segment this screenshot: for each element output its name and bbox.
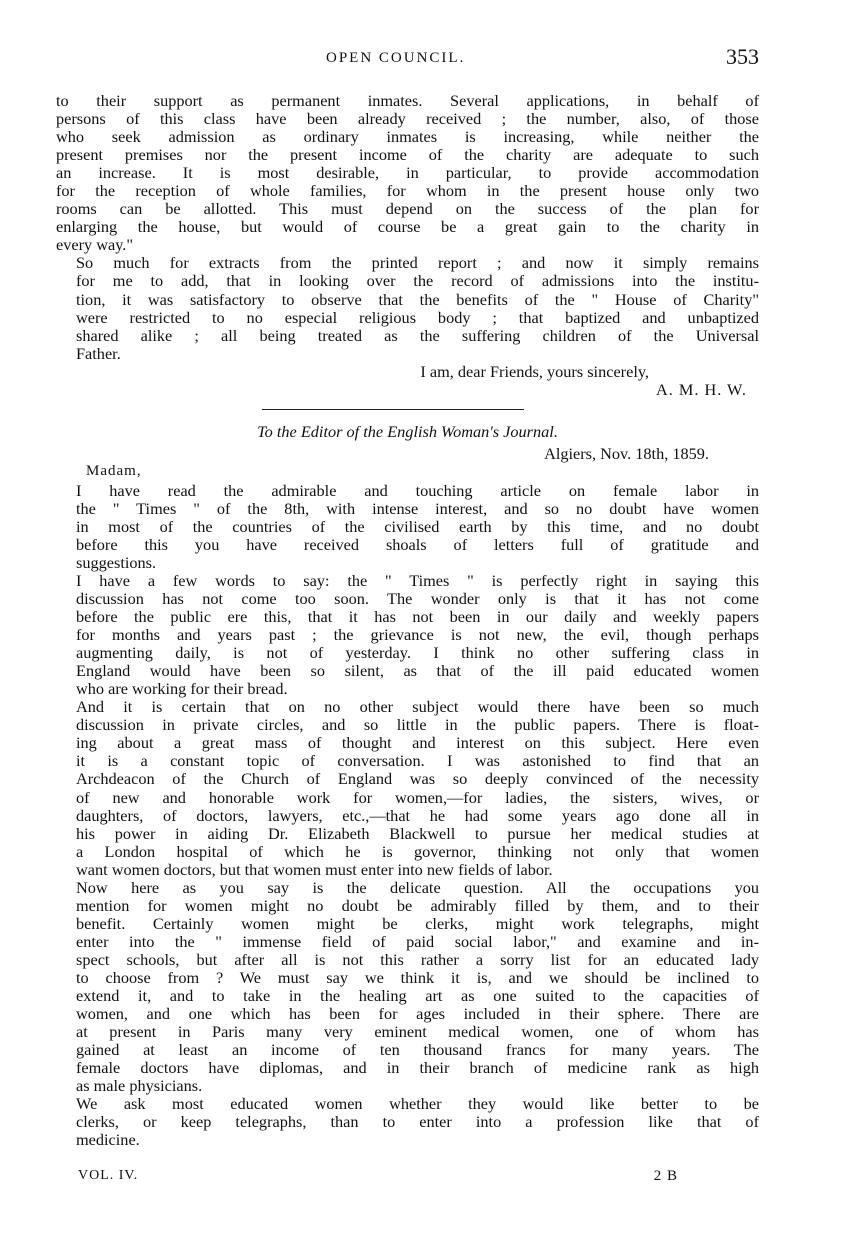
text-line: the " Times " of the 8th, with intense interest, and so no doubt have women [76, 498, 759, 518]
text-line: for the reception of whole families, for whom in the present house only two [56, 181, 759, 201]
page-body [56, 92, 759, 1149]
letter1-closing: I am, dear Friends, yours sincerely, [420, 361, 649, 381]
text-line: female doctors have diplomas, and in their branch of medicine rank as high [76, 1058, 759, 1078]
volume-label: VOL. IV. [78, 1168, 139, 1183]
signature-mark: 2 B [653, 1168, 678, 1184]
text-line: who seek admission as ordinary inmates is increasing, while neither the [56, 127, 759, 147]
text-line: So much for extracts from the printed report ; and now it simply remains [76, 253, 759, 273]
text-line: want women doctors, but that women must enter into new fields of labor. [76, 859, 553, 879]
text-line: women, and one which has been for ages included in their sphere. There are [76, 1004, 759, 1024]
text-line: before this you have received shoals of letters full of gratitude and [76, 534, 759, 554]
text-line: benefit. Certainly women might be clerks, might work telegraphs, might [76, 913, 759, 933]
letter2-paragraph-4 [56, 879, 759, 1096]
text-line: suggestions. [76, 552, 157, 572]
text-line: his power in aiding Dr. Elizabeth Blackwell to pursue her medical studies at [76, 823, 759, 843]
letter2-paragraph-5 [56, 1095, 759, 1149]
text-line: who are working for their bread. [76, 679, 288, 699]
text-line: tion, it was satisfactory to observe that the benefits of the " House of Charity" [76, 289, 759, 309]
text-line: in most of the countries of the civilised earth by this time, and no doubt [76, 516, 759, 536]
text-line: augmenting daily, is not of yesterday. I think no other suffering class in [76, 643, 759, 663]
letter1-signature: A. M. H. W. [655, 379, 747, 399]
text-line: I have a few words to say: the " Times " is perfectly right in saying this [76, 570, 759, 590]
text-line: medicine. [76, 1130, 140, 1150]
running-title: OPEN COUNCIL. [326, 50, 466, 66]
text-line: We ask most educated women whether they would like better to be [76, 1094, 759, 1114]
letter2-paragraph-2 [56, 572, 759, 698]
letter2-paragraph-3 [56, 698, 759, 878]
text-line: rooms can be allotted. This must depend on the success of the plan for [56, 199, 759, 219]
text-line: of new and honorable work for women,—for ladies, the sisters, wives, or [76, 787, 759, 807]
text-line: enlarging the house, but would of course be a great gain to the charity in [56, 217, 759, 237]
text-line: it is a constant topic of conversation. I was astonished to find that an [76, 751, 759, 771]
text-line: as male physicians. [76, 1076, 203, 1096]
text-line: extend it, and to take in the healing art as one suited to the capacities of [76, 986, 759, 1006]
text-line: ing about a great mass of thought and interest on this subject. Here even [76, 733, 759, 753]
text-line: for months and years past ; the grievance is not new, the evil, though perhaps [76, 625, 759, 645]
text-line: were restricted to no especial religious body ; that baptized and unbaptized [76, 307, 759, 327]
text-line: before the public ere this, that it has not been in our daily and weekly papers [76, 607, 759, 627]
text-line: to their support as permanent inmates. Several applications, in behalf of [56, 91, 759, 110]
letter2-paragraph-1 [56, 482, 759, 572]
text-line: a London hospital of which he is governor, thinking not only that women [76, 841, 759, 861]
text-line: present premises nor the present income of the charity are adequate to such [56, 145, 759, 165]
text-line: for me to add, that in looking over the record of admissions into the institu- [76, 271, 759, 291]
text-line: England would have been so silent, as that of the ill paid educated women [76, 661, 759, 681]
letter1-paragraph-2 [56, 254, 759, 362]
page-footer [78, 1168, 678, 1188]
text-line: mention for women might no doubt be admirably filled by them, and to their [76, 895, 759, 915]
text-line: Now here as you say is the delicate question. All the occupations you [76, 877, 759, 897]
section-divider [262, 409, 524, 410]
text-line: Father. [76, 343, 121, 363]
text-line: an increase. It is most desirable, in particular, to provide accommodation [56, 163, 759, 183]
text-line: Archdeacon of the Church of England was so deeply convinced of the necessity [76, 769, 759, 789]
text-line: every way." [56, 235, 134, 255]
letter2-heading: To the Editor of the English Woman's Journal. [257, 421, 558, 441]
text-line: persons of this class have been already received ; the number, also, of those [56, 109, 759, 129]
text-line: shared alike ; all being treated as the suffering children of the Universal [76, 325, 759, 345]
text-line: And it is certain that on no other subject would there have been so much [76, 697, 759, 717]
text-line: spect schools, but after all is not this rather a sorry list for an educated lady [76, 949, 759, 969]
text-line: to choose from ? We must say we think it is, and we should be inclined to [76, 967, 759, 987]
text-line: gained at least an income of ten thousand francs for many years. The [76, 1040, 759, 1060]
text-line: clerks, or keep telegraphs, than to enter into a profession like that of [76, 1112, 759, 1132]
letter2-salutation: Madam, [86, 462, 142, 479]
text-line: I have read the admirable and touching article on female labor in [76, 480, 759, 500]
text-line: daughters, of doctors, lawyers, etc.,—that he had some years ago done all in [76, 805, 759, 825]
text-line: discussion in private circles, and so little in the public papers. There is float- [76, 715, 759, 735]
letter1-paragraph-1 [56, 92, 759, 254]
text-line: enter into the " immense field of paid social labor," and examine and in- [76, 931, 759, 951]
text-line: at present in Paris many very eminent medical women, one of whom has [76, 1022, 759, 1042]
page-header [56, 44, 759, 78]
text-line: discussion has not come too soon. The wonder only is that it has not come [76, 588, 759, 608]
letter2-dateline: Algiers, Nov. 18th, 1859. [544, 443, 709, 463]
page-number: 353 [726, 44, 759, 69]
